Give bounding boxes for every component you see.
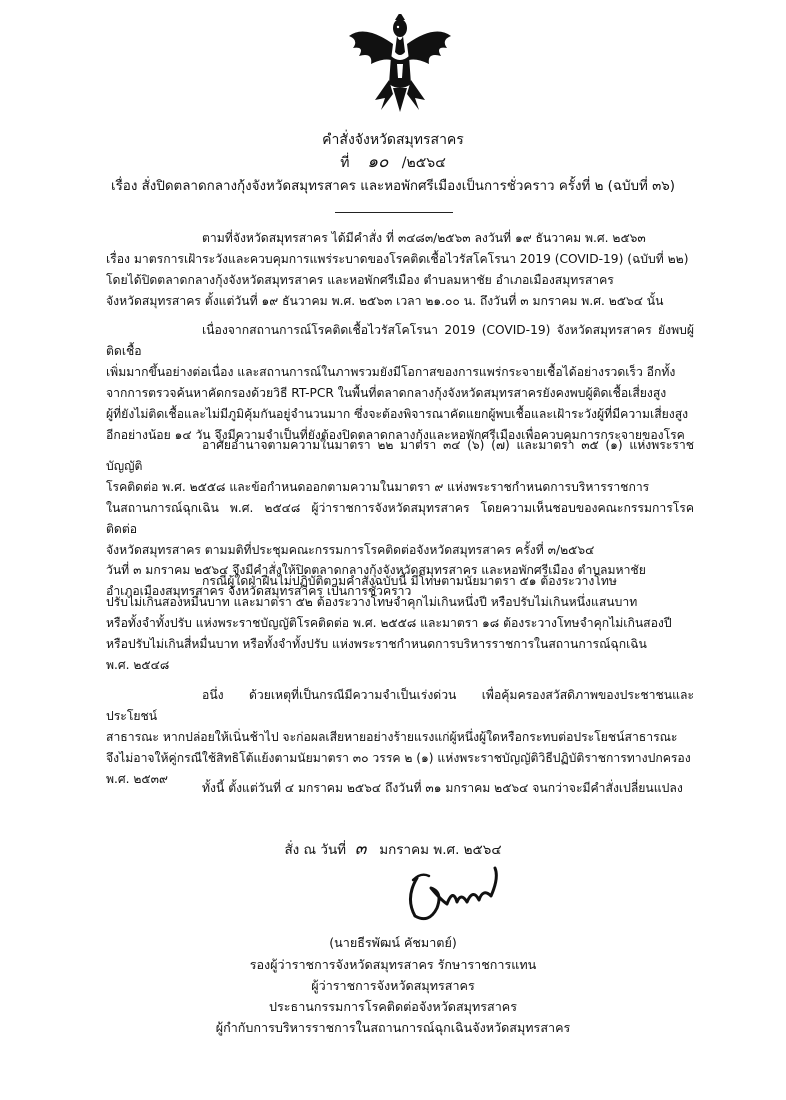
- signatory-title-1: รองผู้ว่าราชการจังหวัดสมุทรสาคร รักษาราชการแทน: [249, 957, 537, 972]
- order-subject: เรื่อง สั่งปิดตลาดกลางกุ้งจังหวัดสมุทรสาคร และหอพักศรีเมืองเป็นการชั่วคราว ครั้งที่ ๒ (ฉบับที่ ๓๖): [111, 179, 675, 194]
- signing-date: [0, 835, 786, 862]
- paragraph-1: ตามที่จังหวัดสมุทรสาคร ได้มีคำสั่ง ที่ ๓๔๘๓/๒๕๖๓ ลงวันที่ ๑๙ ธันวาคม พ.ศ. ๒๕๖๓ เรื่อง มาตรการเฝ้าระวังและควบคุมการแพร่ระบาดของโรคติดเชื้อไวรัสโคโรนา 2019 (COVID-19) (ฉบับที่ ๒๒) โดยได้ปิดตลาดกลางกุ้งจังหวัดสมุทรสาคร และหอพักศรีเมือง ตำบลมหาชัย อำเภอเมืองสมุทรสาคร จังหวัดสมุทรสาคร ตั้งแต่วันที่ ๑๙ ธันวาคม พ.ศ. ๒๕๖๓ เวลา ๒๑.๐๐ น. ถึงวันที่ ๓ มกราคม พ.ศ. ๒๕๖๔ นั้น: [106, 231, 689, 308]
- signatory-title-2: ผู้ว่าราชการจังหวัดสมุทรสาคร: [311, 978, 475, 993]
- number-suffix: /๒๕๖๔: [401, 155, 446, 171]
- number-handwritten: ๑๐: [367, 152, 389, 172]
- signing-day-handwritten: ๓: [354, 839, 367, 859]
- signing-month-year: มกราคม พ.ศ. ๒๕๖๔: [379, 842, 502, 858]
- order-number: [0, 153, 786, 172]
- paragraph-2: เนื่องจากสถานการณ์โรคติดเชื้อไวรัสโคโรนา 2019 (COVID-19) จังหวัดสมุทรสาคร ยังพบผู้ติดเชื้อ เพิ่มมากขึ้นอย่างต่อเนื่อง และสถานการณ์ในภาพรวมยังมีโอกาสของการแพร่กระจายเชื้อได้อย่างรวดเร็ว อีกทั้ง จากการตรวจค้นหาคัดกรองด้วยวิธี RT-PCR ในพื้นที่ตลาดกลางกุ้งจังหวัดสมุทรสาครยังคงพบผู้ติดเชื้อเสี่ยงสูง ผู้ที่ยังไม่ติดเชื้อและไม่มีภูมิคุ้มกันอยู่จำนวนมาก ซึ่งจะต้องพิจารณาคัดแยกผู้พบเชื้อและเฝ้าระวังผู้ที่มีความเสี่ยงสูง อีกอย่างน้อย ๑๔ วัน จึงมีความจำเป็นที่ยังต้องปิดตลาดกลางกุ้งและหอพักศรีเมืองเพื่อควบคุมการกระจายของโรค: [106, 323, 694, 442]
- handwritten-signature-icon: [395, 858, 535, 928]
- signatory-title-4: ผู้กำกับการบริหารราชการในสถานการณ์ฉุกเฉินจังหวัดสมุทรสาคร: [215, 1020, 571, 1035]
- paragraph-3: อาศัยอำนาจตามความในมาตรา ๒๒ มาตรา ๓๔ (๖) (๗) และมาตรา ๓๕ (๑) แห่งพระราชบัญญัติ โรคติดต่อ พ.ศ. ๒๕๕๘ และข้อกำหนดออกตามความในมาตรา ๙ แห่งพระราชกำหนดการบริหารราชการ ในสถานการณ์ฉุกเฉิน พ.ศ. ๒๕๔๘ ผู้ว่าราชการจังหวัดสมุทรสาคร โดยความเห็นชอบของคณะกรรมการโรคติดต่อ จังหวัดสมุทรสาคร ตามมติที่ประชุมคณะกรรมการโรคติดต่อจังหวัดสมุทรสาคร ครั้งที่ ๓/๒๕๖๔ วันที่ ๓ มกราคม ๒๕๖๔ จึงมีคำสั่งให้ปิดตลาดกลางกุ้งจังหวัดสมุทรสาคร และหอพักศรีเมือง ตำบลมหาชัย อำเภอเมืองสมุทรสาคร จังหวัดสมุทรสาคร เป็นการชั่วคราว: [106, 438, 694, 599]
- paragraph-5: อนึ่ง ด้วยเหตุที่เป็นกรณีมีความจำเป็นเร่งด่วน เพื่อคุ้มครองสวัสดิภาพของประชาชนและประโยชน์ สาธารณะ หากปล่อยให้เนิ่นช้าไป จะก่อผลเสียหายอย่างร้ายแรงแก่ผู้หนึ่งผู้ใดหรือกระทบต่อประโยชน์สาธารณะ จึงไม่อาจให้คู่กรณีใช้สิทธิโต้แย้งตามนัยมาตรา ๓๐ วรรค ๒ (๑) แห่งพระราชบัญญัติวิธีปฏิบัติราชการทางปกครอง พ.ศ. ๒๕๓๙: [106, 688, 694, 786]
- signatory-title-3: ประธานกรรมการโรคติดต่อจังหวัดสมุทรสาคร: [269, 999, 517, 1014]
- paragraph-6: ทั้งนี้ ตั้งแต่วันที่ ๔ มกราคม ๒๕๖๔ ถึงวันที่ ๓๑ มกราคม ๒๕๖๔ จนกว่าจะมีคำสั่งเปลี่ยนแปลง: [202, 781, 683, 795]
- signing-prefix: สั่ง ณ วันที่: [284, 842, 347, 858]
- order-title: คำสั่งจังหวัดสมุทรสาคร: [322, 132, 464, 148]
- number-prefix: ที่: [340, 155, 350, 171]
- paragraph-4: กรณีผู้ใดฝ่าฝืนไม่ปฏิบัติตามคำสั่งฉบับนี้ มีโทษตามนัยมาตรา ๕๑ ต้องระวางโทษ ปรับไม่เกินสองหมื่นบาท และมาตรา ๕๒ ต้องระวางโทษจำคุกไม่เกินหนึ่งปี หรือปรับไม่เกินหนึ่งแสนบาท หรือทั้งจำทั้งปรับ แห่งพระราชบัญญัติโรคติดต่อ พ.ศ. ๒๕๕๘ และมาตรา ๑๘ ต้องระวางโทษจำคุกไม่เกินสองปี หรือปรับไม่เกินสี่หมื่นบาท หรือทั้งจำทั้งปรับ แห่งพระราชกำหนดการบริหารราชการในสถานการณ์ฉุกเฉิน พ.ศ. ๒๕๔๘: [106, 574, 672, 672]
- garuda-emblem-icon: [345, 14, 455, 114]
- signatory-name: (นายธีรพัฒน์ คัชมาตย์): [329, 935, 457, 950]
- divider: [335, 212, 453, 213]
